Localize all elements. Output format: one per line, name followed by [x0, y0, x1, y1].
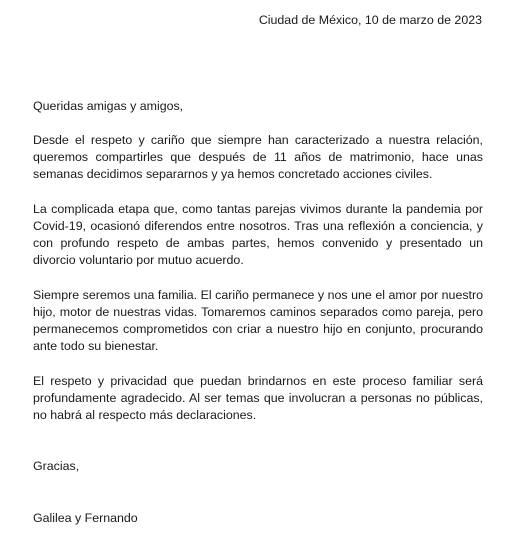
letter-paragraph-3: Siempre seremos una familia. El cariño permanece y nos une el amor por nuestro hijo, motor de nuestras vidas. Tomaremos caminos separados como pareja, pero permanecemos comprometidos con criar a nuestro hijo en conjunto, procurando ante todo su bienestar.	[33, 288, 483, 353]
letter-paragraph-2: La complicada etapa que, como tantas parejas vivimos durante la pandemia por Covid-19, ocasionó diferendos entre nosotros. Tras una reflexión a conciencia, y con profundo respeto de ambas partes, hemos convenido y presentado un divorcio voluntario por mutuo acuerdo.	[33, 202, 483, 267]
letter-signature: Galilea y Fernando	[33, 511, 138, 525]
letter-closing: Gracias,	[33, 459, 80, 473]
letter-paragraph-1: Desde el respeto y cariño que siempre han caracterizado a nuestra relación, queremos compartirles que después de 11 años de matrimonio, hace unas semanas decidimos separarnos y ya hemos concretado acciones civiles.	[33, 133, 483, 181]
letter-paragraph-4: El respeto y privacidad que puedan brindarnos en este proceso familiar será profundamente agradecido. Al ser temas que involucran a personas no públicas, no habrá al respecto más declaraciones.	[33, 374, 483, 422]
letter-salutation: Queridas amigas y amigos,	[33, 99, 184, 113]
letter-dateline: Ciudad de México, 10 de marzo de 2023	[258, 13, 482, 27]
